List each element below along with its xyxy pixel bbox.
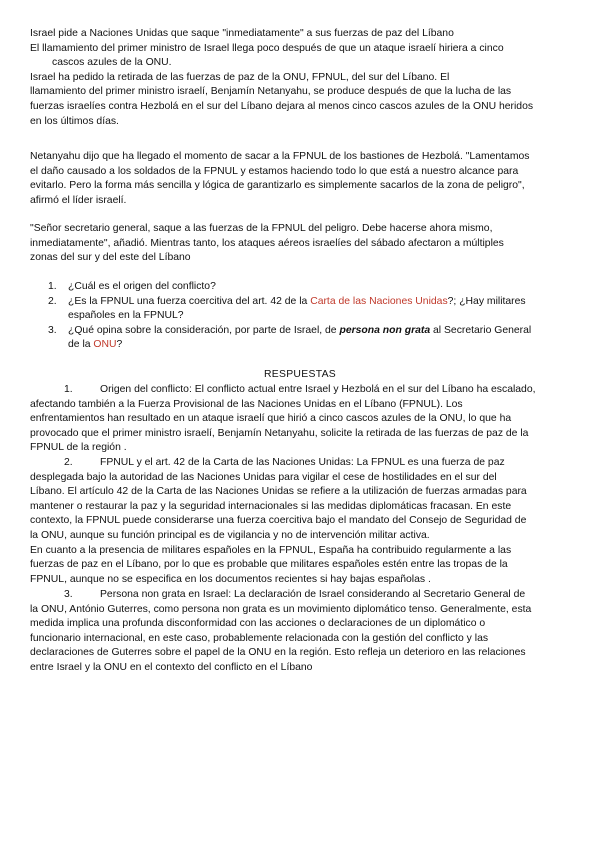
text-line: medida implica una profunda disconformidad con las acciones o declaraciones de un diplomático o: [30, 618, 486, 630]
text-line: entre Israel y la ONU en el contexto del conflicto en el Líbano: [30, 661, 313, 673]
answer-2: [30, 456, 578, 587]
text-line: "Señor secretario general, saque a las fuerzas de la FPNUL del peligro. Debe hacerse ahora mismo,: [30, 223, 493, 234]
text-line: mantener o restaurar la paz y la seguridad internacionales si las medidas diplomáticas fracasan. En este: [30, 500, 512, 512]
question-text: ¿Es la FPNUL una fuerza coercitiva del art. 42 de la: [68, 295, 311, 307]
text-line: provocado que el primer ministro israelí, Benjamín Netanyahu, solicite la retirada de las fuerzas de paz de la: [30, 427, 529, 439]
question-item-2: [30, 295, 578, 324]
text-line: la ONU, aunque su función principal es de vigilancia y no de intervención militar activa.: [30, 529, 430, 541]
text-line: Líbano. El artículo 42 de la Carta de las Naciones Unidas se refiere a la utilización de fuerzas armadas para: [30, 486, 527, 498]
text-line: contexto, la FPNUL puede considerarse una fuerza coercitiva bajo el mandato del Consejo de Seguridad de: [30, 515, 527, 527]
text-line: cascos azules de la ONU.: [52, 57, 172, 69]
answer-number: 1.: [64, 384, 73, 395]
headline: Israel pide a Naciones Unidas que saque "inmediatamente" a sus fuerzas de paz del Líbano: [30, 28, 454, 39]
text-line: llamamiento del primer ministro israelí, Benjamín Netanyahu, se produce después de que la lucha de las: [30, 86, 512, 98]
text-line: fuerzas israelíes contra Hezbolá en el sur del Líbano dejara al menos cinco cascos azules de la ONU heridos: [30, 100, 534, 112]
text-line: En cuanto a la presencia de militares españoles en la FPNUL, España ha contribuido regularmente a las: [30, 544, 512, 556]
text-line: Israel ha pedido la retirada de las fuerzas de paz de la ONU, FPNUL, del sur del Líbano. El: [30, 71, 450, 83]
list-number: 2.: [48, 295, 57, 307]
text-line: la ONU, António Guterres, como persona non grata es un movimiento diplomático tenso. Generalmente, esta: [30, 603, 532, 615]
quote-paragraph-2: [30, 222, 578, 266]
question-text: españoles en la FPNUL?: [68, 310, 184, 322]
questions-list: [30, 280, 578, 353]
answer-number: 2.: [64, 457, 73, 468]
answer-3: [30, 588, 578, 676]
text-line: funcionario internacional, en este caso, probablemente relacionada con la gestión del conflicto y las: [30, 632, 489, 644]
text-line: declaraciones de Guterres sobre el papel de la ONU en la región. Esto refleja un deterioro en las relaciones: [30, 647, 526, 659]
question-text: ¿Qué opina sobre la consideración, por parte de Israel, de: [68, 324, 340, 336]
question-text: ?: [116, 339, 123, 351]
un-charter-link[interactable]: Carta de las Naciones Unidas: [310, 295, 448, 307]
text-line: el daño causado a los soldados de la FPNUL y estamos haciendo todo lo que está a nuestro alcance para: [30, 165, 519, 177]
text-line: afectando también a la Fuerza Provisional de las Naciones Unidas en el Líbano (FPNUL). Los: [30, 398, 463, 410]
intro-paragraph: [30, 27, 578, 129]
text-line: fuerzas de paz en el Líbano, por lo que es probable que militares españoles estén entre las tropas de la: [30, 559, 508, 571]
question-text: ¿Cuál es el origen del conflicto?: [68, 281, 216, 292]
answer-number: 3.: [64, 589, 73, 600]
text-line: afirmó el líder israelí.: [30, 194, 127, 206]
answer-1: [30, 383, 578, 456]
quote-paragraph: [30, 150, 578, 208]
text-line: El llamamiento del primer ministro de Israel llega poco después de que un ataque israelí hiriera a cinco: [30, 42, 504, 54]
text-line: en los últimos días.: [30, 115, 119, 127]
list-number: 3.: [48, 324, 57, 336]
question-item-1: [30, 280, 578, 295]
text-line: FPNUL de la región .: [30, 442, 127, 454]
answer-text: FPNUL y el art. 42 de la Carta de las Naciones Unidas: La FPNUL es una fuerza de paz: [100, 457, 505, 468]
text-line: Netanyahu dijo que ha llegado el momento de sacar a la FPNUL de los bastiones de Hezbolá. "Lamentamos: [30, 151, 530, 162]
question-text: ?; ¿Hay militares: [447, 295, 526, 307]
text-line: enfrentamientos han resultado en un ataque israelí que hirió a cinco cascos azules de la ONU, lo que ha: [30, 413, 512, 425]
text-line: desplegada bajo la autoridad de las Naciones Unidas para vigilar el cese de hostilidades en el sur del: [30, 471, 497, 483]
emphasis-text: persona non grata: [339, 324, 431, 336]
question-text: de la: [68, 339, 94, 351]
text-line: inmediatamente", añadió. Mientras tanto, los ataques aéreos israelíes del sábado afectaron a múltiples: [30, 237, 504, 249]
list-number: 1.: [48, 281, 57, 292]
answer-text: Persona non grata en Israel: La declaración de Israel considerando al Secretario General de: [100, 589, 526, 600]
question-item-3: [30, 324, 578, 353]
answers-title: RESPUESTAS: [263, 369, 337, 380]
answer-text: Origen del conflicto: El conflicto actual entre Israel y Hezbolá en el sur del Líbano ha escalado,: [100, 384, 536, 395]
onu-link[interactable]: ONU: [93, 339, 117, 351]
question-text: al Secretario General: [430, 324, 532, 336]
text-line: zonas del sur y del este del Líbano: [30, 252, 191, 264]
text-line: FPNUL, aunque no se especifica en los documentos recientes si hay bajas españolas .: [30, 573, 431, 585]
text-line: evitarlo. Pero la forma más sencilla y lógica de garantizarlo es simplemente sacarlos de la zona de peligro",: [30, 180, 525, 192]
